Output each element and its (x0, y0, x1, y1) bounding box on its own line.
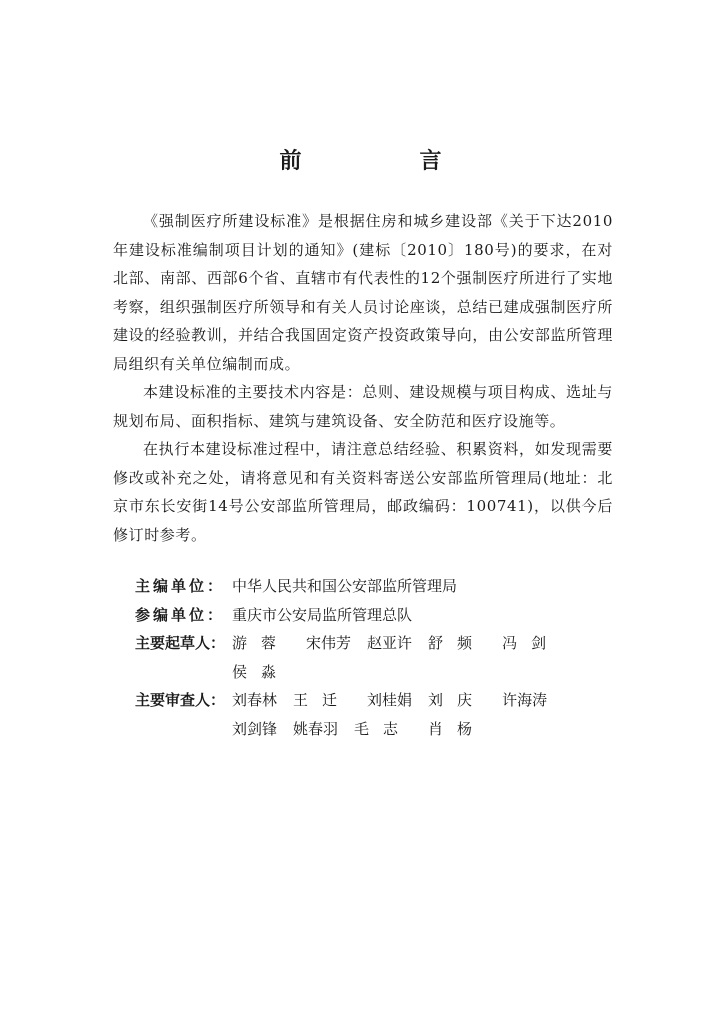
paragraph-2: 本建设标准的主要技术内容是：总则、建设规模与项目构成、选址与规划布局、面积指标、建筑与建筑设备、安全防范和医疗设施等。 (113, 383, 613, 430)
drafter-name: 舒频 (428, 634, 487, 652)
credits-block (135, 572, 615, 743)
drafter-name: 赵亚许 (367, 634, 413, 652)
chief-unit-value: 中华人民共和国公安部监所管理局 (232, 577, 458, 595)
chief-unit-row (135, 572, 615, 601)
reviewer-name: 刘春林 (232, 691, 278, 709)
reviewer-name: 姚春羽 (293, 719, 339, 738)
participating-unit-row (135, 601, 615, 630)
reviewers-row (135, 686, 615, 743)
drafters-list (232, 629, 602, 686)
drafter-name: 宋伟芳 (306, 634, 352, 652)
reviewer-name: 刘桂娟 (367, 691, 413, 709)
reviewer-name: 刘庆 (428, 691, 487, 709)
reviewers-label: 主要审查人： (135, 691, 226, 709)
reviewer-name: 肖杨 (428, 719, 487, 738)
drafters-label: 主要起草人： (135, 634, 226, 652)
paragraph-1: 《强制医疗所建设标准》是根据住房和城乡建设部《关于下达2010年建设标准编制项目计划的通知》(建标〔2010〕180号)的要求，在对北部、南部、西部6个省、直辖市有代表性的12个强制医疗所进行了实地考察，组织强制医疗所领导和有关人员讨论座谈，总结已建成强制医疗所建设的经验教训，并结合我国固定资产投资政策导向，由公安部监所管理局组织有关单位编制而成。 (113, 212, 613, 373)
participating-unit-value: 重庆市公安局监所管理总队 (232, 605, 413, 624)
drafter-name: 游蓉 (232, 634, 291, 652)
drafters-row (135, 629, 615, 686)
page-title: 前 言 (279, 149, 490, 174)
paragraph-3: 在执行本建设标准过程中，请注意总结经验、积累资料，如发现需要修改或补充之处，请将意见和有关资料寄送公安部监所管理局(地址：北京市东长安街14号公安部监所管理局，邮政编码：100741)，以供今后修订时参考。 (113, 440, 613, 544)
chief-unit-label: 主编单位： (135, 577, 226, 595)
reviewer-name: 许海涛 (502, 691, 548, 709)
reviewers-list (232, 686, 602, 743)
drafter-name: 侯淼 (232, 662, 291, 681)
drafter-name: 冯剑 (502, 634, 561, 652)
reviewer-name: 王迁 (293, 691, 352, 709)
reviewer-name: 毛志 (354, 719, 413, 738)
reviewer-name: 刘剑锋 (232, 719, 278, 738)
participating-unit-label: 参编单位： (135, 605, 226, 624)
preface-body (113, 207, 613, 549)
